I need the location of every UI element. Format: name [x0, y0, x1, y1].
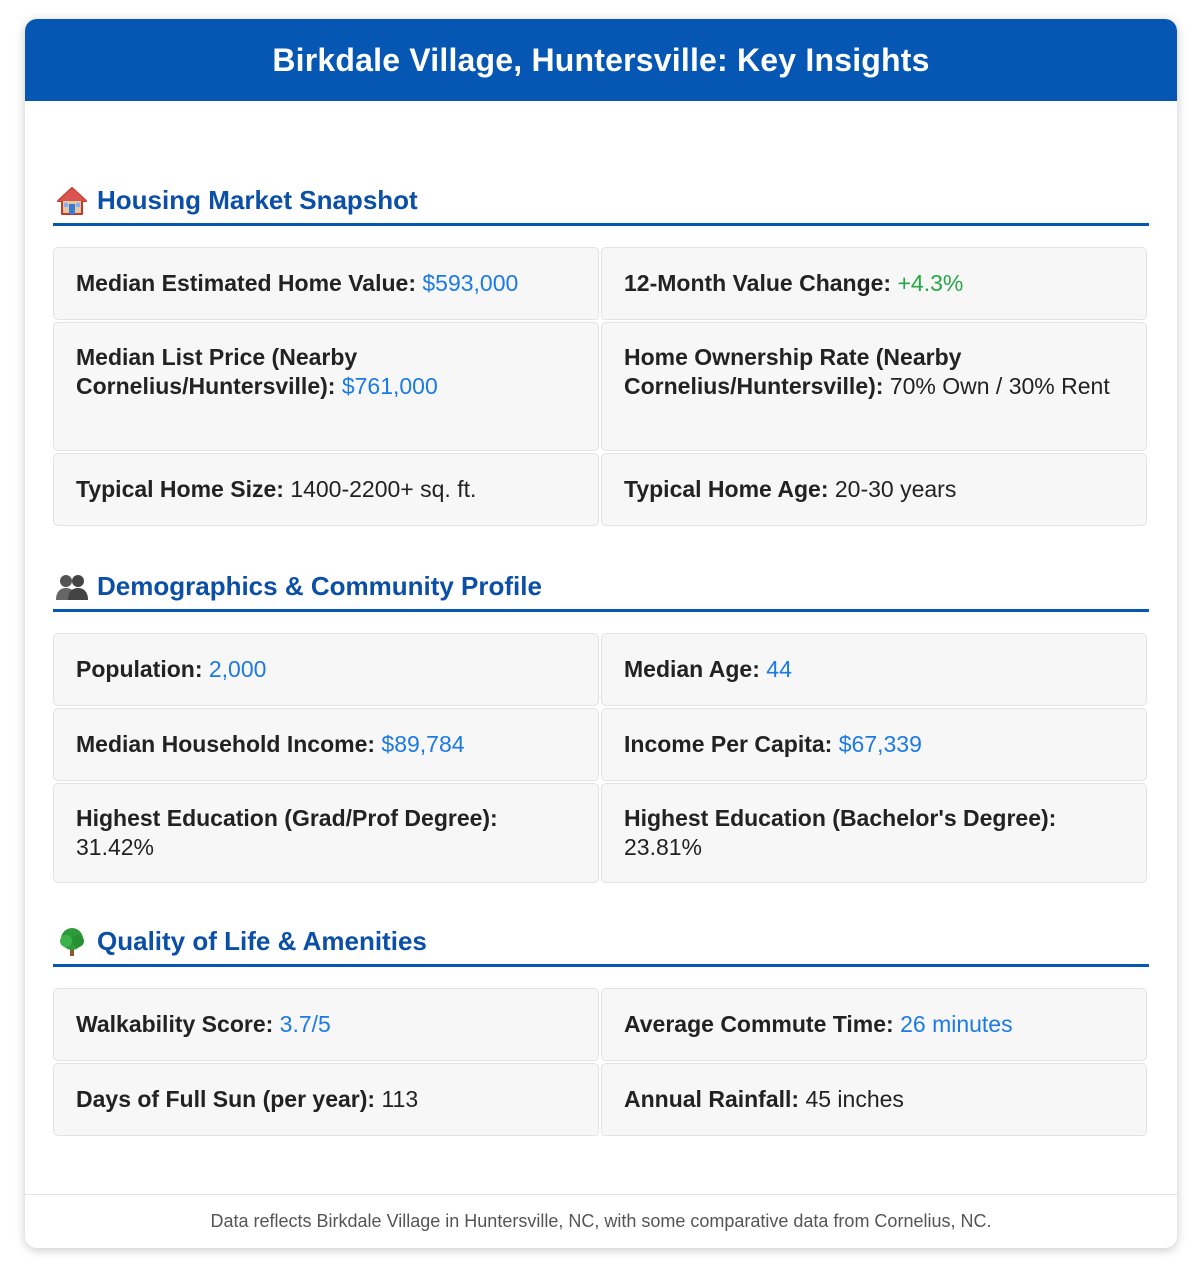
stat-value: 31.42%	[76, 834, 155, 860]
stat-grad-degree	[53, 783, 599, 883]
stat-label: Median Household Income:	[76, 731, 376, 757]
house-icon	[55, 184, 89, 218]
stat-median-list-price	[53, 322, 599, 451]
stat-label: Average Commute Time:	[624, 1011, 894, 1037]
stat-label: Highest Education (Bachelor's Degree):	[624, 805, 1057, 831]
section-title-demographics	[53, 568, 1149, 612]
stat-ownership-rate	[601, 322, 1147, 451]
stat-median-age	[601, 633, 1147, 706]
stat-value: 44	[766, 656, 792, 682]
stat-home-age	[601, 453, 1147, 526]
stat-value: 1400-2200+ sq. ft.	[290, 476, 477, 502]
stat-label: Home Ownership Rate (Nearby Cornelius/Huntersville):	[624, 344, 962, 399]
stat-value: 113	[381, 1086, 419, 1112]
stat-label: Population:	[76, 656, 203, 682]
stats-grid	[53, 247, 1149, 526]
stat-label: Annual Rainfall:	[624, 1086, 800, 1112]
stat-rainfall	[601, 1063, 1147, 1136]
stat-population	[53, 633, 599, 706]
stat-household-income	[53, 708, 599, 781]
stat-value: +4.3%	[897, 270, 964, 296]
stat-label: Typical Home Size:	[76, 476, 284, 502]
footer-text: Data reflects Birkdale Village in Huntersville, NC, with some comparative data from Cornelius, NC.	[210, 1211, 992, 1231]
stats-grid	[53, 988, 1149, 1136]
section-title-housing	[53, 182, 1149, 226]
stat-value: 45 inches	[805, 1086, 904, 1112]
card-header	[25, 19, 1177, 101]
stat-label: Days of Full Sun (per year):	[76, 1086, 376, 1112]
stat-value: $761,000	[341, 373, 438, 399]
stat-label: Median Age:	[624, 656, 760, 682]
page-title: Birkdale Village, Huntersville: Key Insights	[272, 41, 930, 78]
footer-note	[25, 1194, 1177, 1248]
people-icon	[55, 570, 89, 604]
stat-value: 26 minutes	[900, 1011, 1013, 1037]
stat-commute-time	[601, 988, 1147, 1061]
stat-label: Income Per Capita:	[624, 731, 833, 757]
stat-label: Median Estimated Home Value:	[76, 270, 416, 296]
stat-walkability	[53, 988, 599, 1061]
stat-income-per-capita	[601, 708, 1147, 781]
stat-value: 20-30 years	[834, 476, 957, 502]
insights-card	[25, 19, 1177, 1248]
stat-bachelor-degree	[601, 783, 1147, 883]
stat-value: 2,000	[208, 656, 267, 682]
stat-label: Median List Price (Nearby Cornelius/Huntersville):	[76, 344, 358, 399]
stat-median-home-value	[53, 247, 599, 320]
stat-label: Highest Education (Grad/Prof Degree):	[76, 805, 498, 831]
stat-value: $67,339	[838, 731, 922, 757]
section-title-quality	[53, 923, 1149, 967]
tree-icon	[55, 925, 89, 959]
stat-value: 70% Own / 30% Rent	[889, 373, 1110, 399]
stat-label: Typical Home Age:	[624, 476, 829, 502]
stat-value: $89,784	[381, 731, 465, 757]
stat-home-size	[53, 453, 599, 526]
stat-value: 3.7/5	[279, 1011, 331, 1037]
stat-label: Walkability Score:	[76, 1011, 274, 1037]
section-heading: Demographics & Community Profile	[97, 571, 542, 601]
stat-value-change	[601, 247, 1147, 320]
stat-value: $593,000	[422, 270, 519, 296]
section-demographics	[53, 568, 1149, 883]
section-quality-of-life	[53, 923, 1149, 1136]
section-housing	[53, 182, 1149, 526]
stat-sun-days	[53, 1063, 599, 1136]
section-heading: Quality of Life & Amenities	[97, 926, 427, 956]
section-heading: Housing Market Snapshot	[97, 185, 418, 215]
stat-value: 23.81%	[624, 834, 703, 860]
stats-grid	[53, 633, 1149, 883]
stat-label: 12-Month Value Change:	[624, 270, 892, 296]
